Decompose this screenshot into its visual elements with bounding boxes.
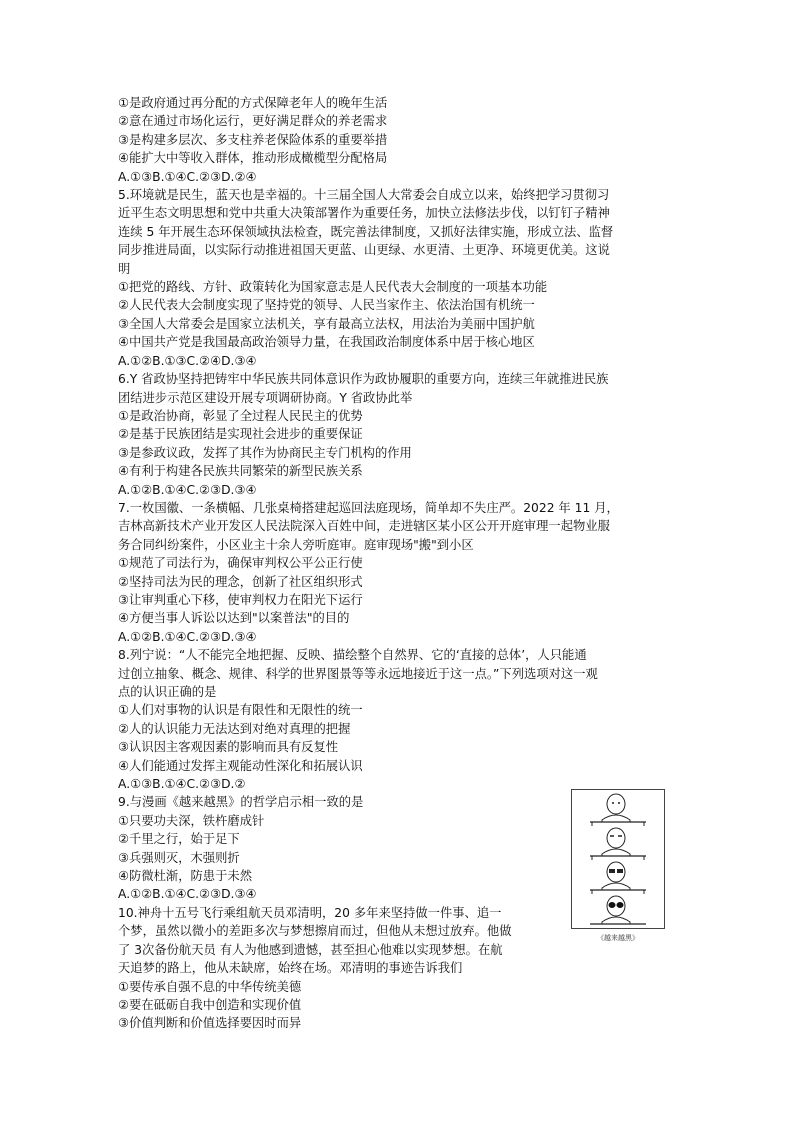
- text-line: 点的认识正确的是: [118, 685, 217, 699]
- text-line: 天追梦的路上，他从未缺席，始终在场。邓清明的事迹告诉我们: [118, 961, 463, 976]
- text-line: ②人民代表大会制度实现了坚持党的领导、人民当家作主、依法治国有机统一: [118, 298, 535, 313]
- text-line: 了 3次备份航天员 有人为他感到遗憾，甚至担心他难以实现梦想。在航: [118, 942, 503, 957]
- text-line: ③让审判重心下移，使审判权力在阳光下运行: [118, 592, 363, 607]
- text-line: 务合同纠纷案件，小区业主十余人旁听庭审。庭审现场"搬"到小区: [118, 537, 474, 552]
- question-10-options: [118, 959, 678, 1033]
- text-line: ①把党的路线、方针、政策转化为国家意志是人民代表大会制度的一项基本功能: [118, 280, 548, 295]
- text-line: ①只要功夫深，铁杵磨成针: [118, 813, 265, 828]
- text-line: 个梦，虽然以微小的差距多次与梦想擦肩而过，但他从未想过放弃。他做: [118, 924, 512, 939]
- text-line: ①是政治协商，彰显了全过程人民民主的优势: [118, 408, 363, 423]
- text-line: ②要在砥砺自我中创造和实现价值: [118, 997, 302, 1012]
- text-line: 8.列宁说：“人不能完全地把握、反映、描绘整个自然界、它的‘直接的总体’，人只能通: [118, 648, 587, 663]
- text-line: A.①②B.①③C.②④D.③④: [118, 353, 257, 368]
- text-line: 明: [118, 261, 131, 276]
- text-line: ④人们能通过发挥主观能动性深化和拓展认识: [118, 758, 363, 773]
- text-line: A.①③B.①④C.②③D.②④: [118, 169, 257, 184]
- text-line: ①规范了司法行为，确保审判权公平公正行使: [118, 556, 363, 571]
- text-line: ③价值判断和价值选择要因时而异: [118, 1016, 302, 1031]
- text-line: ①是政府通过再分配的方式保障老年人的晚年生活: [118, 96, 388, 110]
- questions-4-to-8: [118, 94, 678, 793]
- text-line: A.①②B.①④C.②③D.③④: [118, 629, 257, 644]
- cartoon-panel-4: [590, 896, 646, 924]
- text-line: 10.神舟十五号飞行乘组航天员邓清明，20 多年来坚持做一件事、追一: [118, 905, 502, 920]
- text-line: ①人们对事物的认识是有限性和无限性的统一: [118, 703, 363, 718]
- text-line: ②是基于民族团结是实现社会进步的重要保证: [118, 427, 363, 442]
- text-line: ①要传承自强不息的中华传统美德: [118, 979, 302, 994]
- text-line: 吉林高新技术产业开发区人民法院深入百姓中间，走进辖区某小区公开开庭审理一起物业服: [118, 519, 610, 534]
- text-line: A.①③B.①④C.②③D.②: [118, 777, 246, 792]
- text-line: ④防微杜渐，防患于未然: [118, 869, 252, 884]
- text-line: 过创立抽象、概念、规律、科学的世界图景等等永远地接近于这一点。”下列选项对这一观: [118, 666, 598, 681]
- text-line: 6.Y 省政协坚持把铸牢中华民族共同体意识作为政协履职的重要方向，连续三年就推进民族: [118, 372, 609, 387]
- cartoon-caption: 《越来越黑》: [597, 934, 639, 942]
- text-line: ②意在通过市场化运行，更好满足群众的养老需求: [118, 114, 388, 129]
- text-line: ④中国共产党是我国最高政治领导力量，在我国政治制度体系中居于核心地区: [118, 335, 535, 350]
- text-line: 9.与漫画《越来越黑》的哲学启示相一致的是: [118, 795, 364, 810]
- text-line: ③是参政议政，发挥了其作为协商民主专门机构的作用: [118, 445, 412, 460]
- text-line: 连续 5 年开展生态环保领域执法检查，既完善法律制度，又抓好法律实施，形成立法、监督: [118, 224, 614, 239]
- cartoon-drawing: [572, 790, 664, 928]
- text-line: A.①②B.①④C.②③D.③④: [118, 482, 257, 497]
- text-line: ③全国人大常委会是国家立法机关，享有最高立法权，用法治为美丽中国护航: [118, 316, 535, 331]
- text-line: 7.一枚国徽、一条横幅、几张桌椅搭建起巡回法庭现场，简单却不失庄严。2022 年 11 月，: [118, 500, 619, 515]
- text-line: ③兵强则灭，木强则折: [118, 850, 240, 865]
- cartoon-image: [571, 789, 665, 929]
- text-line: 5.环境就是民生，蓝天也是幸福的。十三届全国人大常委会自成立以来，始终把学习贯彻习: [118, 188, 610, 203]
- text-line: ④有利于构建各民族共同繁荣的新型民族关系: [118, 464, 363, 479]
- cartoon-panel-1: [590, 794, 646, 826]
- text-line: 同步推进局面，以实际行动推进祖国天更蓝、山更绿、水更清、土更净、环境更优美。这说: [118, 243, 610, 258]
- cartoon-panel-2: [590, 828, 646, 860]
- text-line: A.①②B.①④C.②③D.③④: [118, 887, 257, 902]
- text-line: ④能扩大中等收入群体，推动形成橄榄型分配格局: [118, 151, 388, 166]
- text-line: 近平生态文明思想和党中共重大决策部署作为重要任务，加快立法修法步伐，以钉钉子精神: [118, 206, 610, 221]
- text-line: ④方便当事人诉讼以达到"以案普法"的目的: [118, 611, 350, 626]
- text-line: 团结进步示范区建设开展专项调研协商。Y 省政协此举: [118, 390, 413, 405]
- text-line: ②人的认识能力无法达到对绝对真理的把握: [118, 721, 351, 736]
- cartoon-panel-3: [590, 862, 646, 894]
- text-line: ②坚持司法为民的理念，创新了社区组织形式: [118, 574, 363, 589]
- text-line: ③认识因主客观因素的影响而具有反复性: [118, 740, 339, 755]
- text-line: ②千里之行，始于足下: [118, 832, 240, 847]
- text-line: ③是构建多层次、多支柱养老保险体系的重要举措: [118, 132, 388, 147]
